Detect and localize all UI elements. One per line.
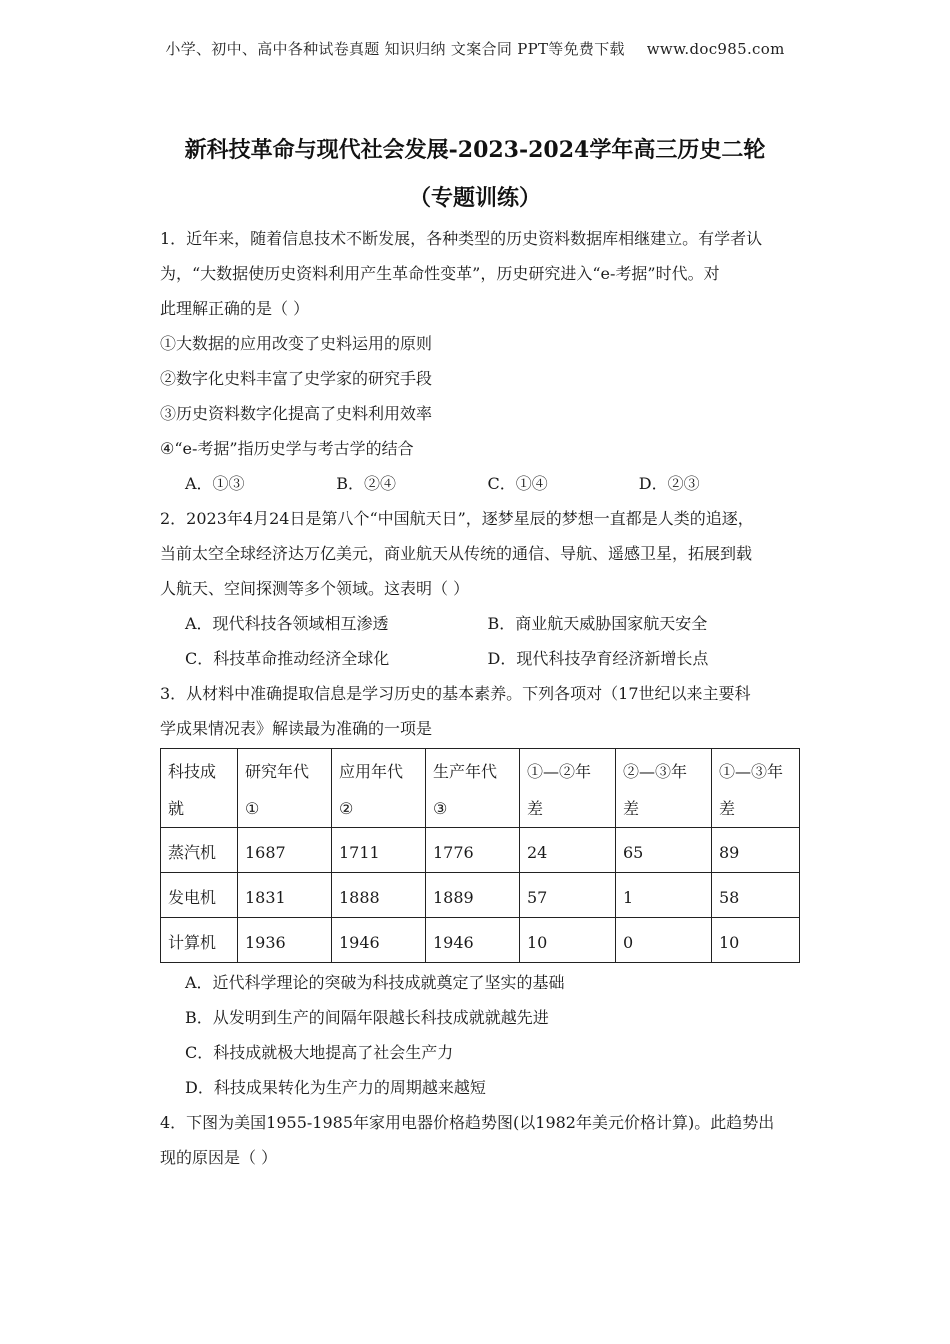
document-title-line-1: 新科技革命与现代社会发展-2023-2024学年高三历史二轮 (184, 137, 766, 163)
header-cell: 科技成 就 (161, 749, 238, 828)
question-stem-line: 4．下图为美国1955-1985年家用电器价格趋势图(以1982年美元价格计算)。此趋势出 (160, 1113, 775, 1132)
table-cell: 计算机 (161, 918, 238, 963)
option-a: A．近代科学理论的突破为科技成就奠定了坚实的基础 (185, 973, 565, 992)
table-header-row (161, 749, 800, 828)
question-stem-line: 现的原因是（ ） (160, 1148, 278, 1167)
header-cell: ②—③年 差 (616, 749, 712, 828)
option-b: B．②④ (336, 474, 397, 493)
header-cell: ①—③年 差 (712, 749, 800, 828)
option-a: A．①③ (185, 474, 245, 493)
table-cell: 1946 (332, 918, 426, 963)
answer-options-row (160, 641, 790, 676)
science-achievements-table (160, 748, 800, 963)
question-stem-line: 学成果情况表》解读最为准确的一项是 (160, 719, 433, 738)
table-cell: 1687 (238, 828, 332, 873)
option-c: C．科技成就极大地提高了社会生产力 (185, 1043, 454, 1062)
header-cell: 研究年代 ① (238, 749, 332, 828)
table-cell: 58 (712, 873, 800, 918)
option-b: B．商业航天威胁国家航天安全 (487, 614, 708, 633)
option-c: C．科技革命推动经济全球化 (185, 649, 390, 668)
option-b: B．从发明到生产的间隔年限越长科技成就就越先进 (185, 1008, 549, 1027)
table-row (161, 873, 800, 918)
table-cell: 10 (520, 918, 616, 963)
table-cell: 蒸汽机 (161, 828, 238, 873)
table-cell: 0 (616, 918, 712, 963)
question-stem-line: 3．从材料中准确提取信息是学习历史的基本素养。下列各项对（17世纪以来主要科 (160, 684, 751, 703)
table-cell: 65 (616, 828, 712, 873)
question-stem-line: 人航天、空间探测等多个领域。这表明（ ） (160, 579, 470, 598)
option-a: A．现代科技各领域相互渗透 (185, 614, 389, 633)
table-row (161, 828, 800, 873)
document-title-line-2: （专题训练） (408, 185, 541, 211)
question-4 (160, 1105, 790, 1175)
table-cell: 1711 (332, 828, 426, 873)
answer-options (160, 466, 790, 501)
header-cell: ①—②年 差 (520, 749, 616, 828)
option-d: D．②③ (638, 474, 700, 493)
question-1 (160, 221, 790, 501)
question-stem-line: 此理解正确的是（ ） (160, 299, 310, 318)
answer-options-row (160, 606, 790, 641)
question-stem-line: 1．近年来，随着信息技术不断发展，各种类型的历史资料数据库相继建立。有学者认 (160, 229, 763, 248)
page-header (0, 38, 950, 59)
table-cell: 1776 (426, 828, 520, 873)
statement-item: ②数字化史料丰富了史学家的研究手段 (160, 369, 433, 388)
table-cell: 1936 (238, 918, 332, 963)
statement-item: ④“e-考据”指历史学与考古学的结合 (160, 439, 414, 458)
table-cell: 10 (712, 918, 800, 963)
option-d: D．现代科技孕育经济新增长点 (487, 649, 709, 668)
exam-content (160, 221, 790, 1175)
question-stem-line: 当前太空全球经济达万亿美元，商业航天从传统的通信、导航、遥感卫星，拓展到载 (160, 544, 753, 563)
table-cell: 发电机 (161, 873, 238, 918)
option-c: C．①④ (487, 474, 548, 493)
table-cell: 24 (520, 828, 616, 873)
question-stem-line: 为，“大数据使历史资料利用产生革命性变革”，历史研究进入“e-考据”时代。对 (160, 264, 720, 283)
header-slogan: 小学、初中、高中各种试卷真题 知识归纳 文案合同 PPT等免费下载 (165, 40, 625, 58)
table-cell: 57 (520, 873, 616, 918)
header-cell: 应用年代 ② (332, 749, 426, 828)
table-cell: 1831 (238, 873, 332, 918)
table-cell: 1 (616, 873, 712, 918)
header-site: www.doc985.com (646, 40, 785, 58)
table-cell: 1888 (332, 873, 426, 918)
table-row (161, 918, 800, 963)
table-cell: 89 (712, 828, 800, 873)
header-cell: 生产年代 ③ (426, 749, 520, 828)
statement-item: ①大数据的应用改变了史料运用的原则 (160, 334, 433, 353)
question-3 (160, 676, 790, 1105)
option-d: D．科技成果转化为生产力的周期越来越短 (185, 1078, 486, 1097)
table-cell: 1889 (426, 873, 520, 918)
table-cell: 1946 (426, 918, 520, 963)
question-stem-line: 2．2023年4月24日是第八个“中国航天日”，逐梦星辰的梦想一直都是人类的追逐， (160, 509, 754, 528)
statement-item: ③历史资料数字化提高了史料利用效率 (160, 404, 433, 423)
question-2 (160, 501, 790, 676)
